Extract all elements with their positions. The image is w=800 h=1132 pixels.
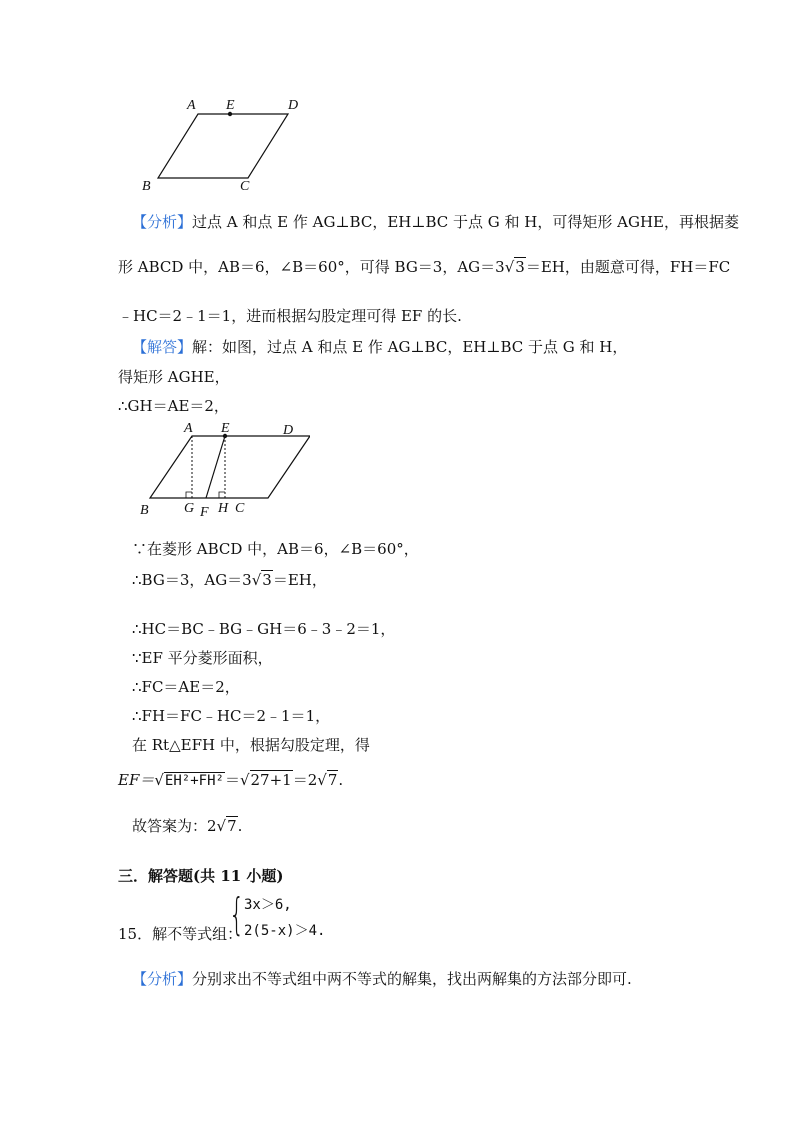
label2-a: A — [184, 421, 193, 436]
label-e: E — [226, 98, 235, 113]
right-angle-h — [219, 492, 225, 498]
inequality-2 — [244, 921, 325, 941]
solution-text-6: ∴HC＝BC﹣BG﹣GH＝6﹣3﹣2＝1， — [132, 620, 396, 638]
rhombus-diagram-2 — [130, 418, 310, 522]
solution-text-2: 得矩形 AGHE， — [118, 368, 230, 386]
solution-text-7: ∵EF 平分菱形面积， — [132, 649, 273, 667]
solution-line-1 — [132, 337, 627, 357]
sqrt-27-1: √27+1 — [239, 771, 292, 789]
solution-text-10: 在 Rt△EFH 中，根据勾股定理，得 — [132, 736, 370, 754]
answer-text: 故答案为：2 — [132, 817, 217, 835]
inequality-1-text: 3x＞6, — [244, 897, 292, 913]
label-c: C — [240, 179, 250, 192]
q15-analysis — [132, 969, 632, 989]
right-angle-g — [186, 492, 192, 498]
rhombus-shape — [158, 114, 288, 178]
solution-text-4: ∵在菱形 ABCD 中，AB＝6，∠B＝60°， — [132, 540, 419, 558]
rhombus-shape-2 — [150, 436, 310, 498]
q15-analysis-tag: 【分析】 — [132, 970, 193, 988]
solution-line-4 — [132, 539, 419, 559]
radicand: 3 — [515, 258, 525, 276]
analysis-text-3: ﹣HC＝2﹣1＝1，进而根据勾股定理可得 EF 的长. — [118, 307, 462, 325]
equals-2: ＝2 — [292, 771, 318, 789]
segment-ef — [206, 436, 225, 498]
ef-equals: EF＝ — [118, 771, 155, 789]
solution-text-9: ∴FH＝FC﹣HC＝2﹣1＝1， — [132, 707, 331, 725]
solution-line-11 — [118, 770, 343, 791]
answer-sqrt: √7 — [216, 817, 237, 835]
section-title — [118, 866, 284, 886]
solution-line-7 — [132, 648, 273, 668]
inequality-2-text: 2(5-x)＞4. — [244, 923, 326, 939]
analysis-line-3 — [118, 306, 462, 326]
solution-line-6 — [132, 619, 395, 639]
sqrt-symbol-2: √3 — [251, 571, 272, 589]
q15-number: 15． — [118, 925, 153, 943]
section-title-text: 三．解答题(共 11 小题) — [118, 867, 284, 885]
q15-text: 解不等式组： — [152, 925, 243, 943]
label2-f: F — [200, 505, 209, 520]
radicand-eh-fh: EH²+FH² — [164, 773, 224, 789]
radicand-27-1: 27+1 — [250, 771, 292, 789]
equals-sign: ＝ — [224, 771, 240, 789]
period: . — [338, 771, 344, 789]
solution-text-5a: ∴BG＝3，AG＝3 — [132, 571, 252, 589]
radicand-2: 3 — [262, 571, 272, 589]
label2-g: G — [184, 501, 195, 516]
analysis-tag: 【分析】 — [132, 213, 193, 231]
q15-line — [118, 924, 242, 944]
solution-line-8 — [132, 677, 240, 697]
answer-radicand: 7 — [227, 817, 237, 835]
radicand-7: 7 — [327, 771, 338, 789]
label2-e: E — [221, 421, 230, 436]
label2-h: H — [218, 501, 229, 516]
analysis-text-1: 过点 A 和点 E 作 AG⊥BC，EH⊥BC 于点 G 和 H，可得矩形 AGHE，再根据菱 — [192, 213, 740, 231]
label-d: D — [288, 98, 299, 113]
solution-line-9 — [132, 706, 330, 726]
label2-d: D — [283, 423, 294, 438]
label2-b: B — [140, 503, 149, 518]
solution-line-2 — [118, 367, 230, 387]
sqrt-7: √7 — [317, 771, 338, 789]
solution-line-10 — [132, 735, 370, 755]
solution-line-3 — [118, 396, 229, 416]
solution-text-3: ∴GH＝AE＝2， — [118, 397, 229, 415]
sqrt-eh-fh: √EH²+FH² — [154, 771, 224, 789]
inequality-1 — [244, 895, 292, 915]
analysis-text-2a: 形 ABCD 中，AB＝6，∠B＝60°，可得 BG＝3，AG＝3 — [118, 258, 505, 276]
analysis-line-1 — [132, 212, 739, 232]
system-brace: { — [229, 889, 245, 940]
answer-period: . — [237, 817, 243, 835]
solution-text-5b: ＝EH， — [272, 571, 327, 589]
rhombus-diagram-1 — [130, 92, 310, 192]
label-a: A — [187, 98, 196, 113]
label-b: B — [142, 179, 151, 192]
analysis-text-2b: ＝EH，由题意可得，FH＝FC — [525, 258, 731, 276]
solution-text-8: ∴FC＝AE＝2， — [132, 678, 240, 696]
solution-tag: 【解答】 — [132, 338, 193, 356]
label2-c: C — [235, 501, 245, 516]
solution-line-5 — [132, 570, 327, 590]
analysis-line-2 — [118, 257, 730, 277]
solution-text-1: 解：如图，过点 A 和点 E 作 AG⊥BC，EH⊥BC 于点 G 和 H， — [192, 338, 628, 356]
sqrt-symbol: √3 — [504, 258, 525, 276]
q15-analysis-text: 分别求出不等式组中两不等式的解集，找出两解集的方法部分即可. — [192, 970, 632, 988]
answer-line — [132, 816, 242, 836]
